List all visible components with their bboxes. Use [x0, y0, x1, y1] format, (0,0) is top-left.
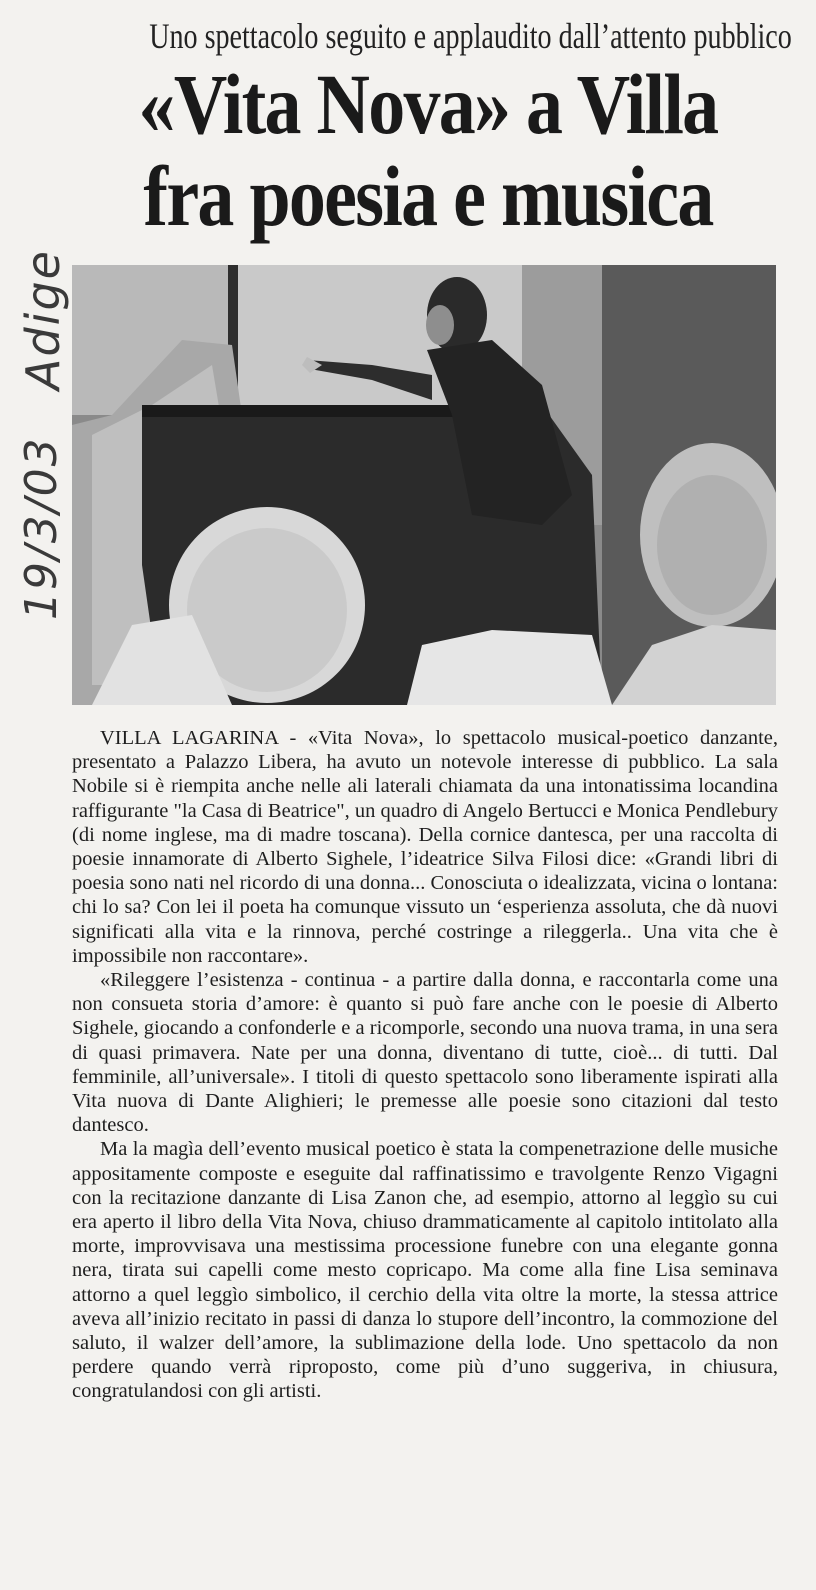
headline-line-2: fra poesia e musica: [143, 148, 713, 244]
headline-line-1: «Vita Nova» a Villa: [138, 56, 718, 152]
article-paragraph: Ma la magìa dell’evento musical poetico è stata la compenetrazione delle musiche appositamente composte e eseguite dal raffinatissimo e travolgente Renzo Vigagni con la recitazione danzante di Lisa Zanon che, ad esempio, attorno al leggìo su cui era aperto il libro della Vita Nova, chiuso drammaticamente al capitolo intitolato alla morte, improvvisava una mestissima processione funebre con una elegante gonna nera, tirata sui capelli come mesto copricapo. Ma come alla fine Lisa seminava attorno a quel leggìo simbolico, il cerchio della vita oltre la morte, la stessa attrice aveva all’inizio recitato in passi di danza lo stupore dell’incontro, la commozione del saluto, il walzer dell’amore, la sublimazione della lode. Uno spettacolo da non perdere quando verrà riproposto, come più d’uno suggeriva, in chiusura, congratulandosi con gli artisti.: [72, 1138, 778, 1403]
article-body: [72, 726, 778, 1404]
stage-performance-photo-icon: [72, 265, 776, 705]
handwritten-date: 19/3/03: [16, 436, 67, 620]
handwritten-annotation: [8, 130, 70, 620]
performance-photo: [72, 265, 776, 705]
article-paragraph: VILLA LAGARINA - «Vita Nova», lo spettacolo musical-poetico danzante, presentato a Palazzo Libera, ha avuto un notevole interesse di pubblico. La sala Nobile si è riempita anche nelle ali laterali chiamata da una intonatissima locandina raffigurante "la Casa di Beatrice", un quadro di Angelo Bertucci e Monica Pendlebury (di nome inglese, ma di madre toscana). Della cornice dantesca, per una raccolta di poesie innamorate di Alberto Sighele, l’ideatrice Silva Filosi dice: «Grandi libri di poesia sono nati nel ricordo di una donna... Conosciuta o idealizzata, vicina o lontana: chi lo sa? Con lei il poeta ha comunque vissuto un ‘esperienza assoluta, che dà nuovi significati alla vita e la rinnova, perché costringe a rileggerla.. Una vita che è impossibile non raccontare».: [72, 727, 778, 967]
handwritten-source: Adige: [16, 249, 70, 390]
article-kicker: Uno spettacolo seguito e applaudito dall’attento pubblico: [149, 16, 792, 56]
article-paragraph: «Rileggere l’esistenza - continua - a partire dalla donna, e raccontarla come una non consueta storia d’amore: è quanto si può fare anche con le poesie di Alberto Sighele, giocando a confonderle e a ricomporle, secondo una nuova trama, in una sera di quasi primavera. Nate per una donna, diventano di tutte, cioè... di tutti. Dal femminile, all’universale». I titoli di questo spettacolo sono liberamente ispirati alla Vita nuova di Dante Alighieri; le premesse alle poesie sono citazioni dal testo dantesco.: [72, 969, 778, 1137]
